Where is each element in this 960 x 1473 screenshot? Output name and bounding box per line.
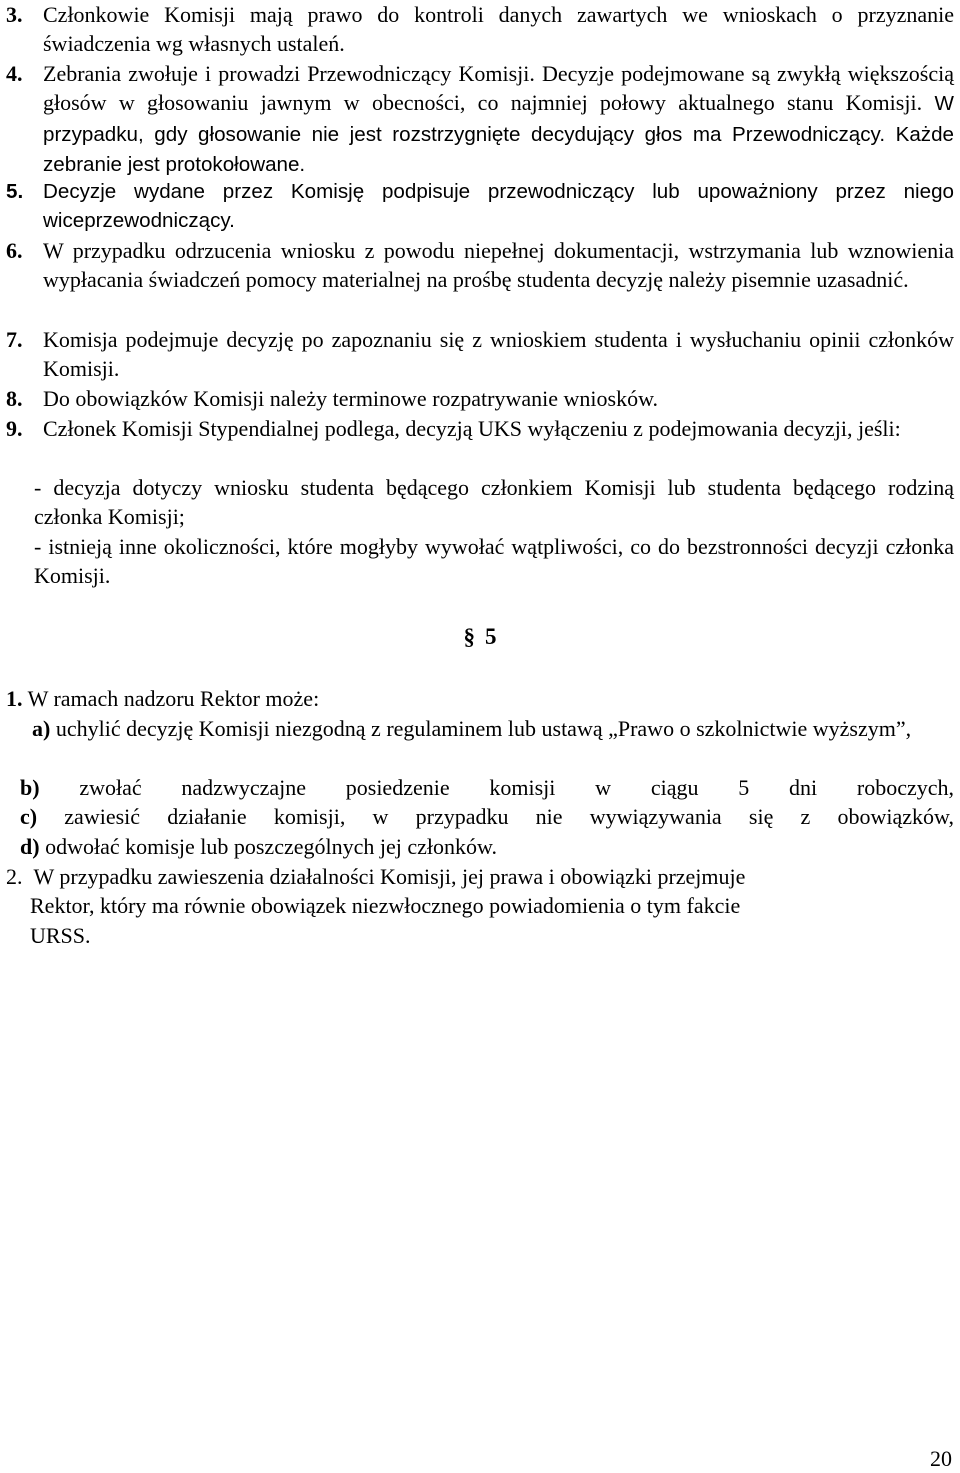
list-item-6 xyxy=(6,236,954,295)
dash-item-1 xyxy=(34,473,954,532)
dash-item-2 xyxy=(34,532,954,591)
item-number: 6. xyxy=(6,238,23,263)
item-text: Członek Komisji Stypendialnej podlega, decyzją UKS wyłączeniu z podejmowania decyzji, jeśli: xyxy=(43,416,901,441)
item-number: 3. xyxy=(6,2,23,27)
point-text: W ramach nadzoru Rektor może: xyxy=(22,686,320,711)
item-text-serif: Zebrania zwołuje i prowadzi Przewodniczący Komisji. Decyzje podejmowane są zwykłą większością głosów w głosowaniu jawnym w obecności, co najmniej połowy aktualnego stanu Komisji. xyxy=(43,61,954,116)
sub-letter: c) xyxy=(20,804,38,829)
sub-item-c xyxy=(20,802,954,831)
list-item-5 xyxy=(6,177,954,236)
sub-text: zwołać nadzwyczajne posiedzenie komisji w ciągu 5 dni roboczych, xyxy=(39,775,954,800)
item-number: 8. xyxy=(6,386,23,411)
item-number: 5. xyxy=(6,180,24,203)
point-line-3: URSS. xyxy=(30,922,91,948)
item-text-sans: W przypadku, gdy głosowanie nie jest rozstrzygnięte decydujący głos ma Przewodniczący. Każde zebranie jest protokołowane. xyxy=(43,92,954,177)
sub-text: zawiesić działanie komisji, w przypadku nie wywiązywania się z obowiązków, xyxy=(37,804,954,829)
section-point-1 xyxy=(6,684,954,713)
point-line-2: Rektor, który ma równie obowiązek niezwłocznego powiadomienia o tym fakcie xyxy=(30,893,741,919)
sub-item-d xyxy=(20,832,954,861)
section-number: 5 xyxy=(485,624,497,649)
section-sign: § xyxy=(463,624,475,649)
sub-item-a xyxy=(6,714,954,743)
point-number: 1. xyxy=(6,686,23,711)
sub-letter: a) xyxy=(32,716,51,741)
sub-item-b xyxy=(20,773,954,802)
item-text: Decyzje wydane przez Komisję podpisuje przewodniczący lub upoważniony przez niego wiceprzewodniczący. xyxy=(43,180,954,233)
point-number: 2. xyxy=(6,864,23,889)
section-point-2 xyxy=(6,862,954,950)
item-number: 9. xyxy=(6,416,23,441)
point-line-1: W przypadku zawieszenia działalności Komisji, jej prawa i obowiązki przejmuje xyxy=(33,864,746,889)
item-text: Do obowiązków Komisji należy terminowe rozpatrywanie wniosków. xyxy=(43,386,659,411)
list-item-8 xyxy=(6,384,954,413)
dash-item-text: - istnieją inne okoliczności, które mogłyby wywołać wątpliwości, co do bezstronności decyzji członka Komisji. xyxy=(34,534,954,589)
dash-item-text: - decyzja dotyczy wniosku studenta będącego członkiem Komisji lub studenta będącego rodziną członka Komisji; xyxy=(34,475,954,530)
list-item-7 xyxy=(6,325,954,384)
sub-letter: b) xyxy=(20,775,40,800)
list-item-4 xyxy=(6,59,954,180)
page-number: 20 xyxy=(930,1446,952,1471)
item-number: 7. xyxy=(6,327,23,352)
item-text: Komisja podejmuje decyzję po zapoznaniu się z wnioskiem studenta i wysłuchaniu opinii członków Komisji. xyxy=(43,327,954,382)
sub-letter: d) xyxy=(20,834,40,859)
item-text: Członkowie Komisji mają prawo do kontroli danych zawartych we wnioskach o przyznanie świadczenia wg własnych ustaleń. xyxy=(43,2,954,57)
section-heading xyxy=(0,624,960,650)
list-item-9 xyxy=(6,414,954,443)
sub-text: odwołać komisje lub poszczególnych jej członków. xyxy=(39,834,497,859)
item-text xyxy=(43,59,954,180)
item-number: 4. xyxy=(6,61,23,86)
sub-text: uchylić decyzję Komisji niezgodną z regulaminem lub ustawą „Prawo o szkolnictwie wyższym”, xyxy=(50,716,912,741)
item-text: W przypadku odrzucenia wniosku z powodu niepełnej dokumentacji, wstrzymania lub wznowienia wypłacania świadczeń pomocy materialnej na prośbę studenta decyzję należy pisemnie uzasadnić. xyxy=(43,238,954,293)
list-item-3 xyxy=(6,0,954,59)
